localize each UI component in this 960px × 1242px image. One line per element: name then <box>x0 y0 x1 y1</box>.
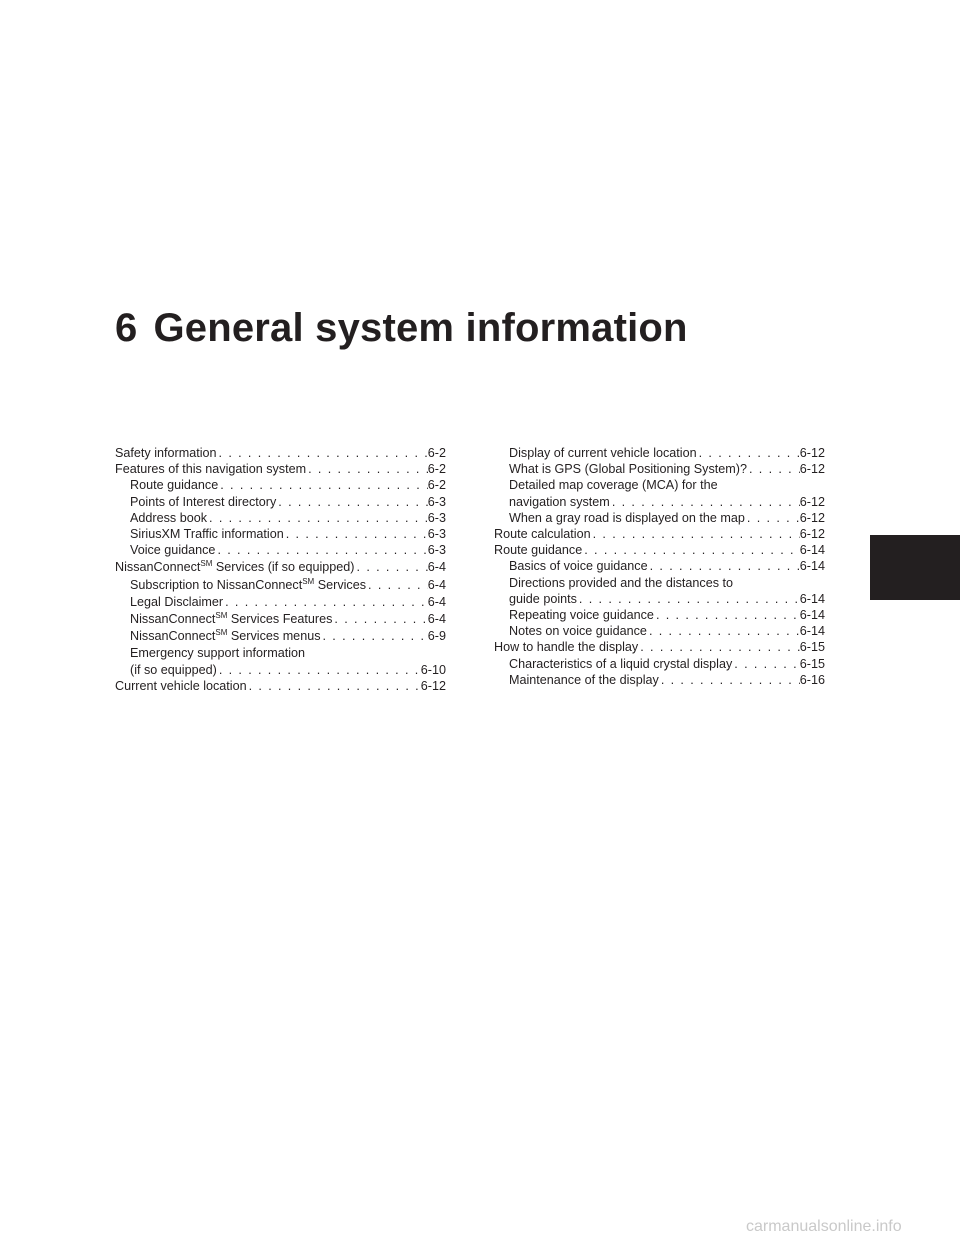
toc-entry-title <box>494 639 638 655</box>
toc-entry-basics-of-voice-guidance[interactable] <box>494 558 825 574</box>
dot-leader <box>732 656 800 672</box>
toc-entry-title <box>509 510 745 526</box>
toc-entry-title-text: (if so equipped) <box>130 662 217 677</box>
toc-entry-features-of-this-navigation-system[interactable] <box>115 461 446 477</box>
dot-leader <box>582 542 800 558</box>
toc-entry-title-text: When a gray road is displayed on the map <box>509 510 745 525</box>
toc-entry-title <box>115 461 306 477</box>
toc-entry-title <box>130 526 284 542</box>
toc-entry-title <box>509 623 647 639</box>
page-number: 6-3 <box>427 527 446 542</box>
footer-watermark: carmanualsonline.info <box>746 1218 902 1235</box>
dot-leader <box>747 461 800 477</box>
toc-entry-title <box>509 591 577 607</box>
toc-entry-route-guidance[interactable] <box>115 477 446 493</box>
toc-entry-title <box>130 577 366 593</box>
dot-leader <box>223 594 428 610</box>
dot-leader <box>591 526 800 542</box>
toc-entry-title-text: Route calculation <box>494 527 591 542</box>
service-mark: SM <box>302 576 315 586</box>
toc-entry-title-text: Route guidance <box>494 543 583 558</box>
toc-entry-points-of-interest-directory[interactable] <box>115 494 446 510</box>
toc-entry-title-text: Address book <box>130 510 208 525</box>
toc-entry-nissanconnect-services-if-so-equipped[interactable] <box>115 559 446 575</box>
toc-entry-title-text: Subscription to NissanConnect <box>130 577 303 592</box>
dot-leader <box>366 577 428 593</box>
toc-entry-title-text: guide points <box>509 591 577 606</box>
page-number: 6-4 <box>427 594 446 609</box>
dot-leader <box>284 526 428 542</box>
dot-leader <box>218 477 428 493</box>
page-number: 6-3 <box>427 510 446 525</box>
page-number: 6-14 <box>799 591 825 606</box>
toc-entry-title: Emergency support information <box>130 646 305 661</box>
toc-entry-title-suffix: Services (if so equipped) <box>212 560 355 575</box>
page-number: 6-2 <box>427 446 446 460</box>
toc-entry-title-text: Repeating voice guidance <box>509 608 654 623</box>
toc-entry-title <box>509 672 659 688</box>
toc-entry-title: Detailed map coverage (MCA) for the <box>509 478 718 493</box>
toc-entry-title <box>115 445 217 461</box>
toc-entry-title <box>130 477 218 493</box>
toc-entry-title <box>130 494 276 510</box>
toc-entry-characteristics-of-a-liquid-crystal-display[interactable] <box>494 656 825 672</box>
page-number: 6-4 <box>427 560 446 575</box>
toc-entry-title <box>509 558 648 574</box>
chapter-title-text: General system information <box>153 306 688 350</box>
toc-entry-title-text: Route guidance <box>130 478 219 493</box>
toc-entry-title-text: Legal Disclaimer <box>130 594 224 609</box>
dot-leader <box>659 672 800 688</box>
toc-entry-title-text: NissanConnect <box>115 560 201 575</box>
service-mark: SM <box>215 628 228 638</box>
dot-leader <box>217 445 428 461</box>
toc-entry-title <box>130 594 223 610</box>
toc-entry-title <box>494 542 582 558</box>
page-number: 6-12 <box>420 678 446 693</box>
toc-entry-repeating-voice-guidance[interactable] <box>494 607 825 623</box>
toc-entry-title-text: Notes on voice guidance <box>509 624 647 639</box>
page-number: 6-14 <box>799 624 825 639</box>
toc-entry-title <box>509 656 732 672</box>
toc-entry-title <box>115 678 247 694</box>
toc-entry-title <box>130 611 332 627</box>
page-number: 6-12 <box>799 462 825 477</box>
page-number: 6-2 <box>427 478 446 493</box>
toc-entry-title-text: Display of current vehicle location <box>509 446 697 460</box>
toc-entry-title-text: Maintenance of the display <box>509 672 659 687</box>
toc-entry-title-text: Features of this navigation system <box>115 462 307 477</box>
page-number: 6-12 <box>799 494 825 509</box>
toc-entry-how-to-handle-the-display[interactable] <box>494 639 825 655</box>
toc-entry-title-text: Voice guidance <box>130 543 216 558</box>
dot-leader <box>745 510 800 526</box>
toc-entry-title <box>509 494 610 510</box>
service-mark: SM <box>200 559 213 569</box>
toc-entry-title-text: NissanConnect <box>130 629 216 644</box>
service-mark: SM <box>215 611 228 621</box>
toc-left-column <box>115 445 446 694</box>
dot-leader <box>577 591 800 607</box>
page-number: 6-15 <box>799 640 825 655</box>
page-number: 6-14 <box>799 608 825 623</box>
toc-entry-display-of-current-vehicle-location[interactable] <box>494 445 825 461</box>
toc-entry-title-suffix: Services <box>314 577 367 592</box>
dot-leader <box>697 445 800 461</box>
toc-entry-title <box>509 607 654 623</box>
toc-entry-when-a-gray-road-is-displayed-on-the-map[interactable] <box>494 510 825 526</box>
toc-entry-title-suffix: Services menus <box>227 629 321 644</box>
page-number: 6-12 <box>799 446 825 460</box>
dot-leader <box>610 494 800 510</box>
dot-leader <box>207 510 428 526</box>
toc-entry-title-text: Safety information <box>115 446 217 460</box>
toc-entry-title-text: Characteristics of a liquid crystal display <box>509 656 733 671</box>
toc-entry-nissanconnect-services-features[interactable] <box>115 611 446 627</box>
toc-entry-maintenance-of-the-display[interactable] <box>494 672 825 688</box>
toc-entry-what-is-gps-global-positioning-system[interactable] <box>494 461 825 477</box>
toc-entry-title-text: NissanConnect <box>130 612 216 627</box>
page-number: 6-10 <box>420 662 446 677</box>
toc-right-column <box>494 445 825 688</box>
chapter-number: 6 <box>115 306 138 350</box>
toc-entry-title-text: Current vehicle location <box>115 678 247 693</box>
toc-entry-title <box>130 662 217 678</box>
dot-leader <box>215 542 427 558</box>
toc-entry-title <box>130 510 207 526</box>
chapter-thumb-tab <box>870 535 960 600</box>
page-number: 6-9 <box>427 629 446 644</box>
page-number: 6-16 <box>799 672 825 687</box>
toc-entry-emergency-support-information[interactable] <box>115 645 446 677</box>
toc-entry-title <box>130 542 215 558</box>
dot-leader <box>647 623 800 639</box>
toc-entry-address-book[interactable] <box>115 510 446 526</box>
page-number: 6-3 <box>427 543 446 558</box>
page-number: 6-12 <box>799 510 825 525</box>
chapter-title <box>115 306 688 351</box>
page-number: 6-3 <box>427 494 446 509</box>
toc-entry-nissanconnect-services-menus[interactable] <box>115 628 446 644</box>
toc-entry-detailed-map-coverage-mca-for-the[interactable] <box>494 477 825 509</box>
dot-leader <box>355 559 428 575</box>
page-number: 6-2 <box>427 462 446 477</box>
toc-entry-directions-provided-and-the-distances-to[interactable] <box>494 575 825 607</box>
toc-entry-title <box>130 628 321 644</box>
page-number: 6-4 <box>427 577 446 592</box>
toc-entry-siriusxm-traffic-information[interactable] <box>115 526 446 542</box>
toc-entry-subscription-to-nissanconnect-services[interactable] <box>115 577 446 593</box>
toc-entry-route-guidance[interactable] <box>494 542 825 558</box>
toc-entry-title-text: What is GPS (Global Positioning System)? <box>509 462 747 477</box>
toc-entry-notes-on-voice-guidance[interactable] <box>494 623 825 639</box>
toc-entry-title-text: How to handle the display <box>494 640 639 655</box>
page-number: 6-15 <box>799 656 825 671</box>
dot-leader <box>217 662 421 678</box>
page-number: 6-14 <box>799 543 825 558</box>
toc-entry-title <box>494 526 591 542</box>
toc-entry-route-calculation[interactable] <box>494 526 825 542</box>
toc-entry-voice-guidance[interactable] <box>115 542 446 558</box>
dot-leader <box>321 628 428 644</box>
toc-entry-title <box>115 559 355 575</box>
toc-entry-title-text: Points of Interest directory <box>130 494 277 509</box>
page-number: 6-12 <box>799 527 825 542</box>
toc-entry-title <box>509 445 697 461</box>
toc-entry-legal-disclaimer[interactable] <box>115 594 446 610</box>
dot-leader <box>648 558 800 574</box>
dot-leader <box>654 607 800 623</box>
toc-entry-title <box>509 461 747 477</box>
toc-entry-current-vehicle-location[interactable] <box>115 678 446 694</box>
page-number: 6-14 <box>799 559 825 574</box>
toc-entry-title-text: navigation system <box>509 494 610 509</box>
dot-leader <box>638 639 800 655</box>
dot-leader <box>276 494 428 510</box>
toc-entry-title: Directions provided and the distances to <box>509 575 734 590</box>
toc-entry-title-text: Basics of voice guidance <box>509 559 648 574</box>
page-number: 6-4 <box>427 612 446 627</box>
toc-entry-safety-information[interactable] <box>115 445 446 461</box>
dot-leader <box>247 678 421 694</box>
toc-entry-title-text: SiriusXM Traffic information <box>130 527 284 542</box>
dot-leader <box>332 611 427 627</box>
dot-leader <box>306 461 428 477</box>
toc-entry-title-suffix: Services Features <box>227 612 333 627</box>
